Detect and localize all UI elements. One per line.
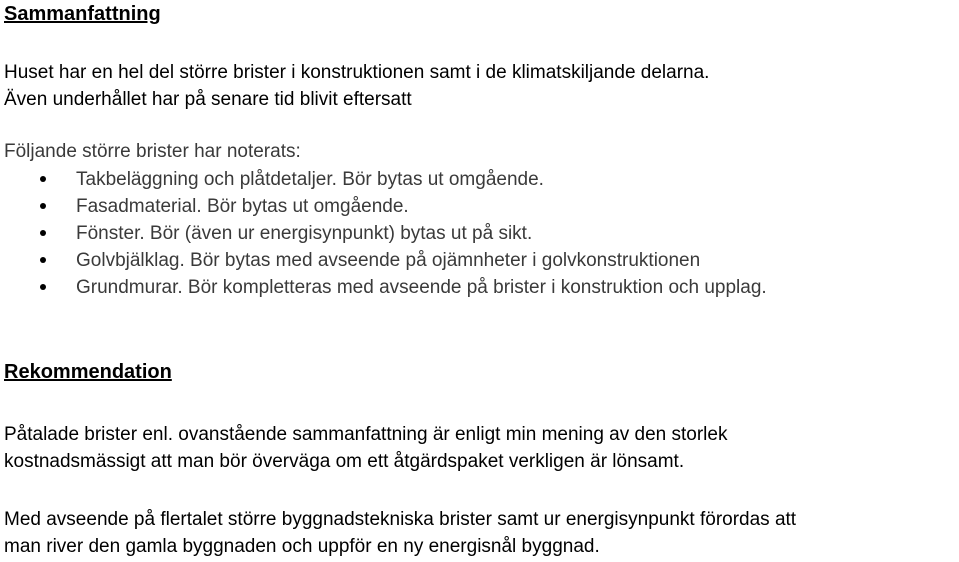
list-item xyxy=(4,247,767,274)
recommendation-p2-line-1: Med avseende på flertalet större byggnadstekniska brister samt ur energisynpunkt förordas att xyxy=(4,509,797,530)
list-item-text: Fönster. Bör (även ur energisynpunkt) bytas ut på sikt. xyxy=(76,223,533,244)
summary-intro xyxy=(4,59,709,113)
recommendation-paragraph-1 xyxy=(4,421,727,475)
bullet-icon xyxy=(40,257,46,263)
bullet-icon xyxy=(40,230,46,236)
defect-list xyxy=(4,166,767,301)
recommendation-paragraph-2 xyxy=(4,506,796,560)
bullet-icon xyxy=(40,176,46,182)
list-item xyxy=(4,274,767,301)
recommendation-p1-line-2: kostnadsmässigt att man bör överväga om ett åtgärdspaket verkligen är lönsamt. xyxy=(4,451,685,472)
recommendation-heading: Rekommendation xyxy=(4,361,172,383)
summary-list-lead: Följande större brister har noterats: xyxy=(4,141,301,162)
summary-intro-line-2: Även underhållet har på senare tid blivit eftersatt xyxy=(4,89,412,110)
list-item-text: Grundmurar. Bör kompletteras med avseende på brister i konstruktion och upplag. xyxy=(76,277,767,298)
bullet-icon xyxy=(40,203,46,209)
bullet-icon xyxy=(40,284,46,290)
list-item xyxy=(4,166,767,193)
summary-heading: Sammanfattning xyxy=(4,3,161,25)
list-item-text: Fasadmaterial. Bör bytas ut omgående. xyxy=(76,196,409,217)
recommendation-p1-line-1: Påtalade brister enl. ovanstående sammanfattning är enligt min mening av den storlek xyxy=(4,424,728,445)
recommendation-p2-line-2: man river den gamla byggnaden och uppför en ny energisnål byggnad. xyxy=(4,536,600,557)
list-item-text: Golvbjälklag. Bör bytas med avseende på ojämnheter i golvkonstruktionen xyxy=(76,250,701,271)
list-item xyxy=(4,193,767,220)
list-item-text: Takbeläggning och plåtdetaljer. Bör bytas ut omgående. xyxy=(76,169,544,190)
list-item xyxy=(4,220,767,247)
summary-intro-line-1: Huset har en hel del större brister i konstruktionen samt i de klimatskiljande delarna. xyxy=(4,62,710,83)
